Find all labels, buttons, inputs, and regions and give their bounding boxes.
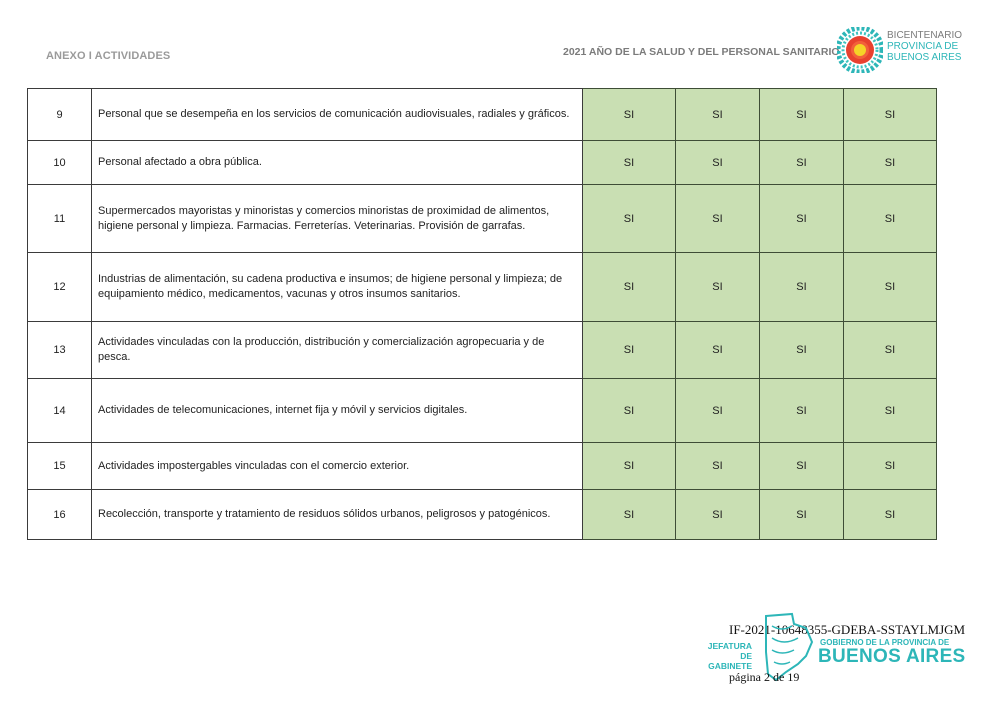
status-cell: SI [676,141,760,185]
activity-description: Actividades impostergables vinculadas con el comercio exterior. [92,443,583,490]
status-cell: SI [760,379,844,443]
status-cell: SI [844,141,937,185]
activities-table [27,88,937,540]
logo-line-2: PROVINCIA DE [887,41,959,52]
status-cell: SI [676,490,760,540]
activity-description: Actividades de telecomunicaciones, internet fija y móvil y servicios digitales. [92,379,583,443]
logo-line-3: BUENOS AIRES [887,52,962,63]
table-row [28,379,937,443]
status-cell: SI [760,253,844,322]
status-cell: SI [760,89,844,141]
buenos-aires-label: BUENOS AIRES [818,646,966,667]
status-cell: SI [583,89,676,141]
status-cell: SI [844,253,937,322]
table-row [28,141,937,185]
table-row [28,253,937,322]
bicentenario-logo [887,30,962,63]
row-number: 14 [28,379,92,443]
row-number: 12 [28,253,92,322]
status-cell: SI [583,322,676,379]
status-cell: SI [676,253,760,322]
status-cell: SI [583,490,676,540]
activity-description: Personal afectado a obra pública. [92,141,583,185]
status-cell: SI [844,379,937,443]
gobierno-label: GOBIERNO DE LA PROVINCIA DE [820,638,950,647]
status-cell: SI [583,253,676,322]
table-row [28,89,937,141]
row-number: 10 [28,141,92,185]
activity-description: Industrias de alimentación, su cadena productiva e insumos; de higiene personal y limpieza; de equipamiento médico, medicamentos, vacunas y otros insumos sanitarios. [92,253,583,322]
status-cell: SI [676,379,760,443]
status-cell: SI [583,141,676,185]
document-id: IF-2021-10648355-GDEBA-SSTAYLMJGM [729,622,966,637]
status-cell: SI [676,185,760,253]
activity-description: Actividades vinculadas con la producción, distribución y comercialización agropecuaria y de pesca. [92,322,583,379]
jefatura-label [700,641,752,671]
row-number: 9 [28,89,92,141]
year-motto: 2021 AÑO DE LA SALUD Y DEL PERSONAL SANITARIO [563,46,840,58]
table-row [28,185,937,253]
page-number: página 2 de 19 [729,670,800,684]
status-cell: SI [844,89,937,141]
activity-description: Recolección, transporte y tratamiento de residuos sólidos urbanos, peligrosos y patogénicos. [92,490,583,540]
status-cell: SI [844,322,937,379]
status-cell: SI [760,490,844,540]
activity-description: Supermercados mayoristas y minoristas y comercios minoristas de proximidad de alimentos, higiene personal y limpieza. Farmacias. Ferreterías. Veterinarias. Provisión de garrafas. [92,185,583,253]
row-number: 16 [28,490,92,540]
jefatura-line-1: JEFATURA DE [707,641,752,661]
table-row [28,490,937,540]
annex-title: ANEXO I ACTIVIDADES [46,50,171,62]
status-cell: SI [844,185,937,253]
status-cell: SI [844,490,937,540]
status-cell: SI [760,185,844,253]
activity-description: Personal que se desempeña en los servicios de comunicación audiovisuales, radiales y gráficos. [92,89,583,141]
status-cell: SI [583,185,676,253]
status-cell: SI [676,322,760,379]
status-cell: SI [760,322,844,379]
status-cell: SI [844,443,937,490]
table-row [28,322,937,379]
row-number: 13 [28,322,92,379]
status-cell: SI [760,141,844,185]
status-cell: SI [676,89,760,141]
logo-line-1: BICENTENARIO [887,30,963,41]
row-number: 11 [28,185,92,253]
status-cell: SI [676,443,760,490]
sun-emblem-icon [837,27,883,73]
table-row [28,443,937,490]
row-number: 15 [28,443,92,490]
status-cell: SI [583,443,676,490]
status-cell: SI [583,379,676,443]
status-cell: SI [760,443,844,490]
jefatura-line-2: GABINETE [708,661,752,671]
